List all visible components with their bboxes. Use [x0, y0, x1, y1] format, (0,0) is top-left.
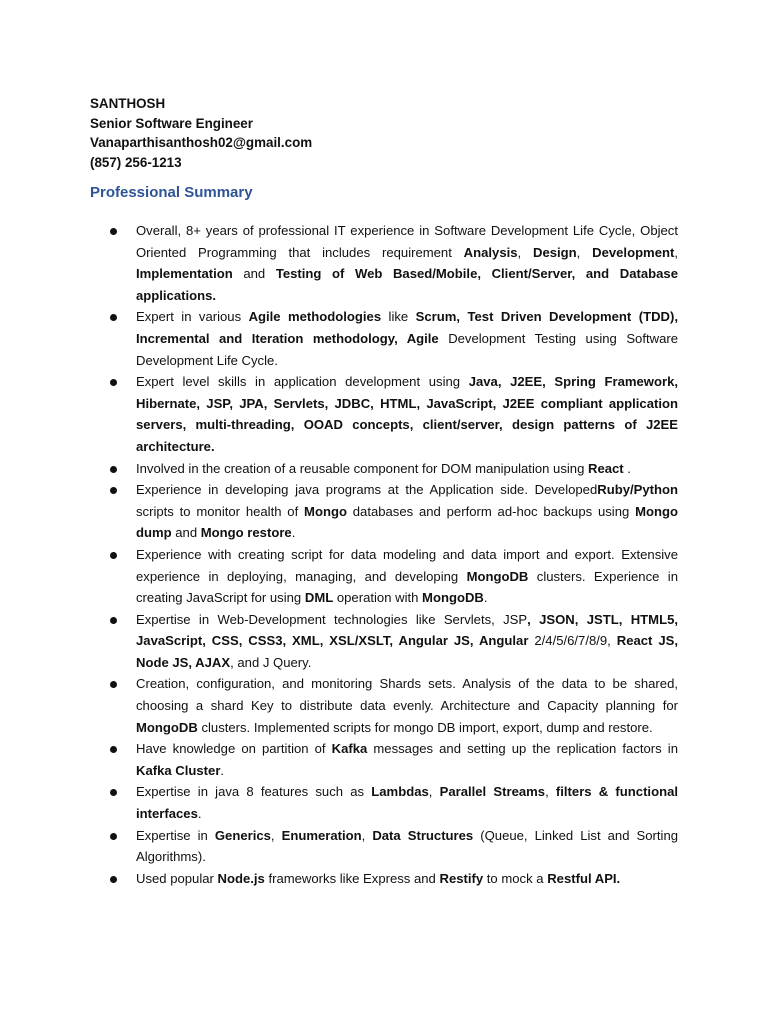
bullet-icon [110, 746, 117, 753]
summary-bold-segment: MongoDB [466, 568, 529, 584]
resume-header [90, 94, 312, 172]
summary-segment: and [171, 525, 201, 541]
summary-bold-segment: Mongo restore [200, 525, 292, 541]
summary-bold-segment: Agile methodologies [248, 309, 382, 325]
bullet-icon [110, 228, 117, 235]
summary-item [110, 738, 678, 781]
summary-bold-segment: , JSON, JSTL, HTML5, JavaScript, CSS, CSS3, XML, XSL/XSLT, Angular JS, Angular [136, 611, 678, 649]
summary-bold-segment: Parallel Streams [439, 784, 546, 800]
summary-segment: databases and perform ad-hoc backups using [346, 503, 636, 519]
summary-bold-segment: Generics [214, 827, 271, 843]
summary-item-text [136, 784, 678, 821]
summary-item [110, 609, 678, 674]
summary-segment: Development Testing using Software Development Life Cycle. [136, 330, 678, 368]
summary-segment: Experience with creating script for data modeling and data import and export. Extensive experience in deploying, managing, and developing [136, 546, 678, 584]
summary-bold-segment: Kafka Cluster [136, 762, 221, 778]
summary-bold-segment: Restful API. [547, 870, 621, 886]
summary-item [110, 479, 678, 544]
summary-segment: , [361, 827, 373, 843]
bullet-icon [110, 617, 117, 624]
summary-segment: clusters. Implemented scripts for mongo DB import, export, dump and restore. [197, 719, 653, 735]
candidate-email: Vanaparthisanthosh02@gmail.com [90, 135, 313, 150]
summary-segment: Expert level skills in application development using [136, 374, 469, 390]
summary-segment: scripts to monitor health of [136, 503, 305, 519]
summary-item-text [136, 676, 678, 734]
summary-bold-segment: Implementation [136, 266, 233, 282]
bullet-icon [110, 379, 117, 386]
summary-bold-segment: Java, J2EE, Spring Framework, Hibernate, JSP, JPA, Servlets, JDBC, HTML, JavaScript, J2EE compliant application servers, multi-threading, OOAD concepts, client/server, design patterns of J2EE architecture. [136, 374, 678, 454]
summary-segment: frameworks like Express and [264, 870, 440, 886]
summary-segment: , [428, 784, 440, 800]
summary-segment: clusters. Experience in creating JavaScript for using [136, 568, 678, 606]
bullet-icon [110, 789, 117, 796]
summary-item-text [136, 612, 678, 670]
summary-segment: Have knowledge on partition of [136, 741, 332, 757]
candidate-name: SANTHOSH [90, 96, 166, 111]
summary-bold-segment: Ruby/Python [597, 482, 678, 498]
summary-bold-segment: Development [592, 244, 675, 260]
summary-bold-segment: Scrum, Test Driven Development (TDD), Incremental and Iteration methodology, Agile [136, 309, 678, 346]
summary-bold-segment: React JS, Node JS, AJAX [136, 633, 678, 670]
summary-item [110, 220, 678, 306]
summary-bold-segment: Enumeration [281, 827, 362, 843]
summary-segment: Involved in the creation of a reusable component for DOM manipulation using [136, 460, 588, 476]
summary-item-text [136, 461, 631, 476]
bullet-icon [110, 833, 117, 840]
summary-bold-segment: Lambdas [371, 784, 429, 800]
summary-item [110, 868, 678, 890]
summary-segment: , [674, 244, 678, 260]
bullet-icon [110, 466, 117, 473]
summary-bold-segment: filters & functional interfaces [136, 784, 678, 822]
summary-segment: , [576, 244, 593, 260]
summary-bold-segment: Data Structures [372, 827, 474, 843]
summary-segment: operation with [333, 590, 423, 606]
summary-bold-segment: Mongo dump [136, 503, 678, 541]
summary-segment: Experience in developing java programs at the Application side. Developed [136, 482, 598, 498]
summary-segment: , and J Query. [230, 654, 312, 670]
candidate-title: Senior Software Engineer [90, 115, 253, 131]
summary-segment: Creation, configuration, and monitoring Shards sets. Analysis of the data to be shared, choosing a shard Key to distribute data evenly. Architecture and Capacity planning for [136, 676, 678, 714]
summary-segment: , [545, 784, 556, 800]
bullet-icon [110, 681, 117, 688]
summary-segment: Expertise in [136, 827, 215, 843]
summary-item-text [136, 741, 678, 778]
summary-bold-segment: MongoDB [422, 590, 484, 606]
summary-bold-segment: Kafka [331, 741, 368, 757]
candidate-phone: (857) 256-1213 [90, 154, 182, 170]
bullet-icon [110, 487, 117, 494]
summary-segment: 2/4/5/6/7/8/9, [528, 633, 617, 649]
summary-segment: and [232, 266, 276, 282]
summary-item [110, 673, 678, 738]
summary-segment: messages and setting up the replication factors in [367, 741, 678, 757]
summary-segment: (Queue, Linked List and Sorting Algorithms). [136, 827, 679, 865]
summary-bold-segment: React [588, 460, 624, 476]
summary-segment: to mock a [483, 870, 548, 886]
summary-item-text [136, 547, 678, 605]
summary-segment: . [220, 762, 225, 778]
bullet-icon [110, 314, 117, 321]
summary-item-text [136, 309, 678, 367]
summary-segment: . [483, 590, 488, 606]
summary-segment: Expertise in java 8 features such as [136, 784, 372, 800]
summary-segment: . [623, 460, 631, 476]
summary-item [110, 371, 678, 457]
summary-item-text [136, 374, 678, 454]
summary-item-text [136, 828, 678, 865]
summary-item [110, 781, 678, 824]
summary-segment: . [291, 525, 296, 541]
summary-segment: Expert in various [136, 309, 249, 325]
summary-segment: Overall, 8+ years of professional IT experience in Software Development Life Cycle, Object Oriented Programming that includes requirement [136, 223, 678, 260]
summary-item-text [136, 223, 678, 303]
summary-bold-segment: Restify [439, 870, 484, 886]
summary-item-text [136, 871, 620, 886]
summary-segment: like [381, 309, 416, 325]
summary-bold-segment: Node.js [217, 870, 265, 886]
summary-segment: . [197, 806, 202, 822]
summary-bold-segment: Analysis [463, 244, 518, 260]
summary-item [110, 544, 678, 609]
summary-segment: , [270, 827, 282, 843]
summary-item [110, 306, 678, 371]
summary-item [110, 458, 678, 480]
summary-bold-segment: Design [533, 244, 577, 260]
summary-item-text [136, 482, 678, 540]
summary-bold-segment: DML [304, 590, 334, 606]
professional-summary-list [110, 220, 678, 889]
summary-segment: , [517, 244, 533, 260]
summary-item [110, 825, 678, 868]
bullet-icon [110, 552, 117, 559]
summary-segment: Expertise in Web-Development technologies like Servlets, JSP [136, 611, 528, 627]
section-title-professional-summary: Professional Summary [90, 184, 253, 201]
summary-segment: Used popular [136, 870, 218, 886]
summary-bold-segment: Mongo [304, 503, 347, 519]
bullet-icon [110, 876, 117, 883]
summary-bold-segment: MongoDB [136, 719, 198, 735]
summary-bold-segment: Testing of Web Based/Mobile, Client/Server, and Database applications. [136, 266, 678, 303]
